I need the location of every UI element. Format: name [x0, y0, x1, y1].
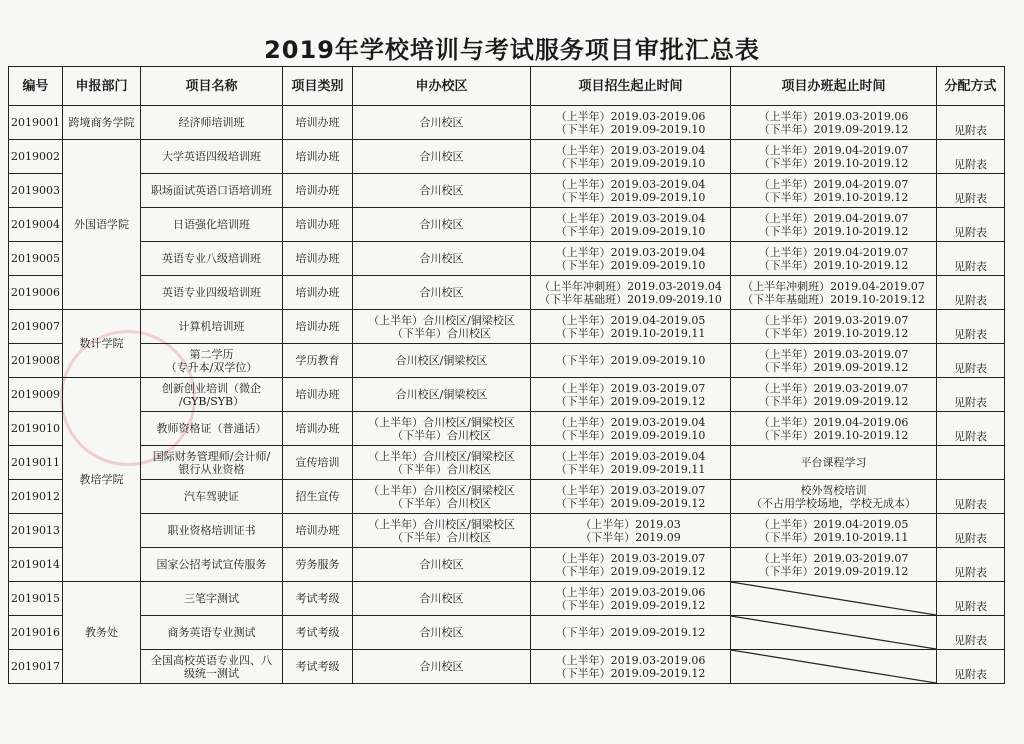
campus [353, 310, 531, 344]
diagonal-slash [731, 616, 936, 649]
cell-line: （上半年）合川校区/铜梁校区 [368, 415, 515, 429]
allocation-method: 见附表 [937, 344, 1005, 378]
allocation-method: 见附表 [937, 582, 1005, 616]
campus [353, 412, 531, 446]
campus [353, 242, 531, 276]
header-code: 编号 [9, 67, 63, 106]
class-period [731, 106, 937, 140]
project-name [141, 106, 283, 140]
enroll-period [531, 344, 731, 378]
cell-line: 计算机培训班 [178, 320, 245, 333]
enroll-period [531, 582, 731, 616]
cell-line: （上半年）2019.03-2019.04 [555, 415, 706, 429]
campus [353, 548, 531, 582]
allocation-method: 见附表 [937, 616, 1005, 650]
cell-line: （上半年）2019.04-2019.05 [555, 313, 706, 327]
class-period [731, 174, 937, 208]
project-category: 考试考级 [283, 616, 353, 650]
cell-line: （下半年）2019.09-2019.12 [758, 564, 909, 578]
allocation-method: 见附表 [937, 650, 1005, 684]
table-row [9, 310, 1005, 344]
project-code: 2019013 [9, 514, 63, 548]
table-row [9, 480, 1005, 514]
cell-line: （上半年）2019.03-2019.07 [555, 551, 706, 565]
cell-line: （上半年）2019.03-2019.04 [555, 177, 706, 191]
table-row [9, 276, 1005, 310]
allocation-method [937, 446, 1005, 480]
allocation-method: 见附表 [937, 514, 1005, 548]
cell-line: （下半年）2019.09-2019.12 [555, 626, 706, 639]
project-name [141, 140, 283, 174]
campus [353, 276, 531, 310]
header-campus: 申办校区 [353, 67, 531, 106]
cell-line: （上半年）合川校区/铜梁校区 [368, 313, 515, 327]
header-project-name: 项目名称 [141, 67, 283, 106]
cell-line: （下半年）2019.10-2019.12 [758, 156, 909, 170]
project-category: 培训办班 [283, 310, 353, 344]
project-name [141, 616, 283, 650]
cell-line: （下半年）合川校区 [392, 530, 491, 544]
project-name [141, 480, 283, 514]
cell-line: 级统一测试 [184, 666, 239, 680]
enroll-period [531, 208, 731, 242]
project-name [141, 650, 283, 684]
enroll-period [531, 242, 731, 276]
cell-line: /GYB/SYB） [178, 394, 245, 408]
cell-line: （上半年）2019.04-2019.05 [758, 517, 909, 531]
project-code: 2019017 [9, 650, 63, 684]
cell-line: （上半年）2019.03-2019.06 [555, 653, 706, 667]
class-period [731, 242, 937, 276]
page-title: 2019年学校培训与考试服务项目审批汇总表 [264, 36, 760, 64]
cell-line: 国家公招考试宣传服务 [156, 558, 267, 571]
allocation-method: 见附表 [937, 310, 1005, 344]
cell-line: （下半年）2019.10-2019.12 [758, 428, 909, 442]
project-code: 2019008 [9, 344, 63, 378]
enroll-period [531, 276, 731, 310]
cell-line: （上半年）合川校区/铜梁校区 [368, 517, 515, 531]
project-name [141, 514, 283, 548]
project-category: 考试考级 [283, 582, 353, 616]
department-name: 外国语学院 [63, 140, 141, 310]
cell-line: （上半年）2019.04-2019.07 [758, 143, 909, 157]
cell-line: 商务英语专业测试 [167, 626, 256, 639]
cell-line: （上半年）2019.04-2019.07 [758, 245, 909, 259]
department-name: 数计学院 [63, 310, 141, 378]
cell-line: （上半年）2019.03-2019.04 [555, 245, 706, 259]
project-code: 2019005 [9, 242, 63, 276]
project-category: 宣传培训 [283, 446, 353, 480]
project-code: 2019002 [9, 140, 63, 174]
header-row [9, 67, 1005, 106]
enroll-period [531, 140, 731, 174]
cell-line: （专升本/双学位） [165, 360, 258, 374]
table-row [9, 548, 1005, 582]
cell-line: （上半年）2019.03-2019.06 [555, 109, 706, 123]
project-code: 2019014 [9, 548, 63, 582]
project-category: 培训办班 [283, 106, 353, 140]
header-allocation: 分配方式 [937, 67, 1005, 106]
cell-line: （下半年）2019.10-2019.12 [758, 190, 909, 204]
campus [353, 344, 531, 378]
enroll-period [531, 548, 731, 582]
campus [353, 650, 531, 684]
cell-line: （下半年）2019.09-2019.10 [555, 224, 706, 238]
table-row [9, 378, 1005, 412]
campus [353, 582, 531, 616]
project-name [141, 242, 283, 276]
project-name [141, 174, 283, 208]
cell-line: 校外驾校培训 [800, 483, 867, 497]
class-period [731, 412, 937, 446]
project-category: 培训办班 [283, 242, 353, 276]
enroll-period [531, 650, 731, 684]
cell-line: （上半年）2019.03-2019.04 [555, 143, 706, 157]
enroll-period [531, 480, 731, 514]
cell-line: 合川校区 [419, 660, 464, 673]
cell-line: 汽车驾驶证 [184, 490, 239, 503]
cell-line: 合川校区/铜梁校区 [395, 354, 488, 367]
project-code: 2019004 [9, 208, 63, 242]
cell-line: （下半年）2019.10-2019.11 [555, 326, 706, 340]
project-name [141, 412, 283, 446]
project-name [141, 446, 283, 480]
campus [353, 174, 531, 208]
header-department: 申报部门 [63, 67, 141, 106]
cell-line: （上半年冲刺班）2019.04-2019.07 [742, 279, 925, 293]
cell-line: 合川校区 [419, 252, 464, 265]
cell-line: （上半年）2019.04-2019.07 [758, 211, 909, 225]
table-row [9, 140, 1005, 174]
table-row [9, 242, 1005, 276]
cell-line: （下半年）合川校区 [392, 326, 491, 340]
cell-line: 第二学历 [189, 347, 234, 361]
cell-line: （上半年）2019.03-2019.07 [555, 483, 706, 497]
allocation-method: 见附表 [937, 276, 1005, 310]
cell-line: 职场面试英语口语培训班 [151, 184, 272, 197]
cell-line: （下半年）合川校区 [392, 428, 491, 442]
cell-line: 合川校区 [419, 286, 464, 299]
table-row [9, 174, 1005, 208]
class-period [731, 276, 937, 310]
project-category: 培训办班 [283, 174, 353, 208]
allocation-method: 见附表 [937, 106, 1005, 140]
cell-line: 全国高校英语专业四、八 [151, 653, 272, 667]
cell-line: 职业资格培训证书 [167, 524, 256, 537]
cell-line: 英语专业八级培训班 [162, 252, 261, 265]
cell-line: 合川校区 [419, 592, 464, 605]
project-category: 培训办班 [283, 140, 353, 174]
enroll-period [531, 378, 731, 412]
cell-line: （上半年）2019.03-2019.07 [758, 313, 909, 327]
project-name [141, 548, 283, 582]
campus [353, 378, 531, 412]
cell-line: 三笔字测试 [184, 592, 239, 605]
project-code: 2019016 [9, 616, 63, 650]
class-period [731, 378, 937, 412]
approval-summary-table [8, 66, 1005, 684]
cell-line: （下半年）2019.09-2019.10 [555, 122, 706, 136]
cell-line: （上半年冲刺班）2019.03-2019.04 [539, 279, 722, 293]
allocation-method: 见附表 [937, 378, 1005, 412]
cell-line: （下半年）2019.10-2019.12 [758, 224, 909, 238]
cell-line: （下半年）2019.09-2019.12 [555, 496, 706, 510]
project-code: 2019007 [9, 310, 63, 344]
table-row [9, 412, 1005, 446]
project-code: 2019010 [9, 412, 63, 446]
diagonal-slash [731, 650, 936, 683]
project-category: 劳务服务 [283, 548, 353, 582]
cell-line: （下半年）2019.09-2019.12 [758, 394, 909, 408]
cell-line: （下半年基础班）2019.10-2019.12 [742, 292, 925, 306]
cell-line: （上半年）合川校区/铜梁校区 [368, 483, 515, 497]
class-period [731, 514, 937, 548]
project-code: 2019001 [9, 106, 63, 140]
project-code: 2019006 [9, 276, 63, 310]
campus [353, 208, 531, 242]
cell-line: 合川校区 [419, 218, 464, 231]
project-category: 培训办班 [283, 378, 353, 412]
cell-line: （下半年）合川校区 [392, 462, 491, 476]
department-name: 教务处 [63, 582, 141, 684]
campus [353, 514, 531, 548]
cell-line: （下半年）2019.10-2019.12 [758, 326, 909, 340]
cell-line: 国际财务管理师/会计师/ [152, 449, 271, 463]
cell-line: （下半年基础班）2019.09-2019.10 [539, 292, 722, 306]
cell-line: （下半年）2019.09-2019.12 [555, 394, 706, 408]
diagonal-slash [731, 582, 936, 615]
cell-line: （下半年）2019.09-2019.10 [555, 354, 706, 367]
cell-line: 合川校区 [419, 558, 464, 571]
project-name [141, 378, 283, 412]
enroll-period [531, 106, 731, 140]
cell-line: 银行从业资格 [178, 462, 245, 476]
cell-line: （下半年）2019.09 [580, 530, 681, 544]
cell-line: 英语专业四级培训班 [162, 286, 261, 299]
cell-line: （下半年）2019.10-2019.11 [758, 530, 909, 544]
cell-line: 经济师培训班 [178, 116, 245, 129]
class-period [731, 140, 937, 174]
campus [353, 140, 531, 174]
project-name [141, 582, 283, 616]
enroll-period [531, 446, 731, 480]
class-period [731, 208, 937, 242]
cell-line: （下半年）2019.10-2019.12 [758, 258, 909, 272]
project-name [141, 344, 283, 378]
cell-line: 合川校区 [419, 626, 464, 639]
cell-line: （上半年）2019.03-2019.06 [555, 585, 706, 599]
project-code: 2019003 [9, 174, 63, 208]
campus [353, 480, 531, 514]
project-category: 学历教育 [283, 344, 353, 378]
table-row [9, 650, 1005, 684]
cell-line: （下半年）2019.09-2019.10 [555, 428, 706, 442]
table-row [9, 616, 1005, 650]
enroll-period [531, 412, 731, 446]
class-period [731, 310, 937, 344]
table-row [9, 582, 1005, 616]
cell-line: （下半年）2019.09-2019.10 [555, 190, 706, 204]
cell-line: 合川校区 [419, 184, 464, 197]
allocation-method: 见附表 [937, 242, 1005, 276]
project-name [141, 276, 283, 310]
allocation-method: 见附表 [937, 548, 1005, 582]
cell-line: （不占用学校场地，学校无成本） [751, 496, 916, 510]
cell-line: 教师资格证（普通话） [156, 422, 267, 435]
cell-line: 合川校区 [419, 150, 464, 163]
project-category: 考试考级 [283, 650, 353, 684]
cell-line: （下半年）2019.09-2019.12 [555, 564, 706, 578]
cell-line: （上半年）合川校区/铜梁校区 [368, 449, 515, 463]
cell-line: （上半年）2019.04-2019.06 [758, 415, 909, 429]
table-row [9, 344, 1005, 378]
class-period [731, 344, 937, 378]
class-period [731, 582, 937, 616]
enroll-period [531, 174, 731, 208]
cell-line: （下半年）2019.09-2019.12 [758, 360, 909, 374]
cell-line: （上半年）2019.03-2019.07 [758, 381, 909, 395]
project-code: 2019011 [9, 446, 63, 480]
table-row [9, 208, 1005, 242]
header-enroll-period: 项目招生起止时间 [531, 67, 731, 106]
header-class-period: 项目办班起止时间 [731, 67, 937, 106]
cell-line: （下半年）2019.09-2019.12 [555, 666, 706, 680]
cell-line: （上半年）2019.03-2019.06 [758, 109, 909, 123]
cell-line: （上半年）2019.03-2019.04 [555, 211, 706, 225]
cell-line: 平台课程学习 [800, 456, 867, 469]
cell-line: （下半年）2019.09-2019.12 [758, 122, 909, 136]
table-row [9, 514, 1005, 548]
department-name: 教培学院 [63, 378, 141, 582]
project-code: 2019012 [9, 480, 63, 514]
project-category: 培训办班 [283, 514, 353, 548]
class-period [731, 446, 937, 480]
allocation-method: 见附表 [937, 208, 1005, 242]
cell-line: 日语强化培训班 [173, 218, 250, 231]
cell-line: 创新创业培训（微企 [162, 381, 261, 395]
allocation-method: 见附表 [937, 140, 1005, 174]
campus [353, 106, 531, 140]
cell-line: （下半年）2019.09-2019.10 [555, 156, 706, 170]
table-row [9, 106, 1005, 140]
cell-line: （下半年）2019.09-2019.10 [555, 258, 706, 272]
project-name [141, 310, 283, 344]
project-name [141, 208, 283, 242]
project-category: 招生宣传 [283, 480, 353, 514]
header-category: 项目类别 [283, 67, 353, 106]
cell-line: 合川校区/铜梁校区 [395, 388, 488, 401]
allocation-method: 见附表 [937, 412, 1005, 446]
enroll-period [531, 310, 731, 344]
cell-line: （下半年）2019.09-2019.11 [555, 462, 706, 476]
project-category: 培训办班 [283, 208, 353, 242]
class-period [731, 616, 937, 650]
cell-line: 大学英语四级培训班 [162, 150, 261, 163]
table-row [9, 446, 1005, 480]
cell-line: （上半年）2019.03 [580, 517, 681, 531]
cell-line: （上半年）2019.03-2019.07 [758, 347, 909, 361]
class-period [731, 548, 937, 582]
cell-line: （上半年）2019.03-2019.07 [758, 551, 909, 565]
project-code: 2019009 [9, 378, 63, 412]
allocation-method: 见附表 [937, 480, 1005, 514]
class-period [731, 480, 937, 514]
project-category: 培训办班 [283, 276, 353, 310]
enroll-period [531, 514, 731, 548]
campus [353, 446, 531, 480]
cell-line: 合川校区 [419, 116, 464, 129]
allocation-method: 见附表 [937, 174, 1005, 208]
department-name: 跨境商务学院 [63, 106, 141, 140]
cell-line: （上半年）2019.04-2019.07 [758, 177, 909, 191]
project-category: 培训办班 [283, 412, 353, 446]
cell-line: （上半年）2019.03-2019.07 [555, 381, 706, 395]
campus [353, 616, 531, 650]
cell-line: （下半年）2019.09-2019.12 [555, 598, 706, 612]
class-period [731, 650, 937, 684]
cell-line: （上半年）2019.03-2019.04 [555, 449, 706, 463]
project-code: 2019015 [9, 582, 63, 616]
cell-line: （下半年）合川校区 [392, 496, 491, 510]
enroll-period [531, 616, 731, 650]
